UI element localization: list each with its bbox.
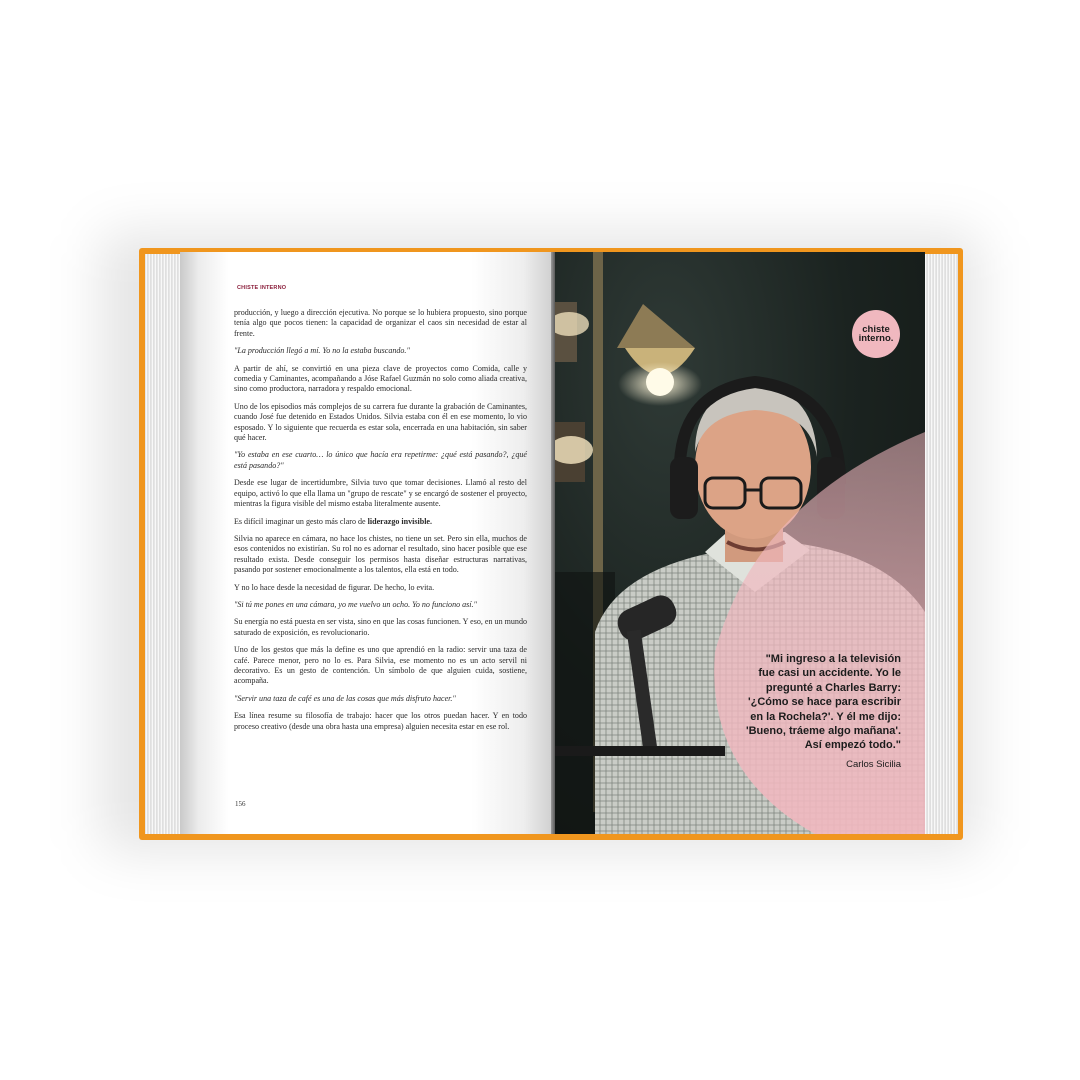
paragraph-text: Uno de los gestos que más la define es uno que aprendió en la radio: servir una taza de café. Parece menor, pero no lo es. Para Silvia, ese momento no es un acto servil ni decorativo. Es un gesto de contención. Un símbolo de que alguien cuida, sostiene, acompaña. [234,645,527,686]
paragraph-text: Y no lo hace desde la necesidad de figurar. De hecho, lo evita. [234,582,435,592]
body-paragraph [234,617,527,638]
body-paragraph [234,711,527,732]
quote-line: "Mi ingreso a la televisión [765,653,901,665]
paragraph-text: A partir de ahí, se convirtió en una pieza clave de proyectos como Comida, calle y comedia y Caminantes, acompañando a Jóse Rafael Guzmán no solo como aliada creativa, sino como productora, narradora y respaldo emocional. [234,363,527,394]
pull-quote-paragraph [234,600,527,610]
pull-quote-paragraph [234,694,527,704]
body-paragraph [234,308,527,339]
quote-line: fue casi un accidente. Yo le [758,667,901,680]
lamp-left [555,302,593,482]
body-paragraph [234,517,527,527]
quote-line: 'Bueno, tráeme algo mañana'. [746,725,901,738]
bold-emphasis: liderazgo invisible. [367,516,433,526]
right-page [555,252,925,834]
page-number: 156 [235,800,246,808]
paragraph-text: Es difícil imaginar un gesto más claro de [234,516,368,526]
body-paragraph [234,402,527,444]
paragraph-text: Esa línea resume su filosofía de trabajo: hacer que los otros puedan hacer. Y en todo proceso creativo (desde una obra hasta una empresa) alguien necesita estar en ese rol. [234,711,527,731]
quote-line: '¿Cómo se hace para escribir [747,696,901,709]
paragraph-text: "La producción llegó a mí. Yo no la estaba buscando." [234,346,410,356]
left-page [180,252,553,834]
lamp-main [617,304,702,406]
running-header: CHISTE INTERNO [237,285,287,291]
body-paragraph [234,478,527,509]
left-page-edges [145,254,185,834]
body-paragraph [234,534,527,576]
quote-line: Así empezó todo." [804,739,901,752]
quote-line: en la Rochela?'. Y él me dijo: [750,710,901,723]
body-paragraph [234,645,527,687]
logo-line-2: interno. [858,333,894,344]
headphone-left [670,457,698,519]
paragraph-text: "Yo estaba en ese cuarto… lo único que hacía era repetirme: ¿qué está pasando?, ¿qué está pasando?" [234,450,527,470]
paragraph-text: "Si tú me pones en una cámara, yo me vuelvo un ocho. Yo no funciono así." [234,599,477,609]
pull-quote-paragraph [234,450,527,471]
body-text [234,308,527,739]
paragraph-text: Desde ese lugar de incertidumbre, Silvia tuvo que tomar decisiones. Llamó al resto del equipo, activó lo que ella llama un "grupo de rescate" y se encargó de sostener el proyecto, mientras la figura visible del mismo estaba literalmente ausente. [234,478,527,509]
quote-author: Carlos Sicilia [846,759,901,770]
pull-quote [675,652,901,753]
chiste-interno-logo [852,310,900,358]
body-paragraph [234,364,527,395]
paragraph-text: Silvia no aparece en cámara, no hace los chistes, no tiene un set. Pero sin ella, muchos de esos contenidos no existirían. Su rol no es adornar el resultado, sino hacer posible que ese resultado exista. Desde conseguir los permisos hasta diseñar estructuras narrativas, pasando por sostener emocionalmente a los talentos, ella está en todo. [234,533,527,575]
paragraph-text: Uno de los episodios más complejos de su carrera fue durante la grabación de Caminantes, cuando José fue detenido en Estados Unidos. Silvia estaba con él en ese momento, lo vio esposado. Y lo siguiente que recuerda es estar sola, encerrada en una habitación, sin saber qué hacer. [234,401,527,443]
paragraph-text: Su energía no está puesta en ser vista, sino en que las cosas funcionen. Y eso, en un mundo saturado de exposición, es revolucionario. [234,617,527,637]
paragraph-text: "Servir una taza de café es una de las cosas que más disfruto hacer." [234,693,456,703]
quote-line: pregunté a Charles Barry: [765,681,901,694]
body-paragraph [234,583,527,593]
paragraph-text: producción, y luego a dirección ejecutiva. No porque se lo hubiera propuesto, sino porque tenía algo que pocos tienen: la capacidad de organizar el caos sin necesidad de estar al frente. [234,308,527,338]
pull-quote-paragraph [234,346,527,356]
logo-line-1: chiste [862,324,890,335]
